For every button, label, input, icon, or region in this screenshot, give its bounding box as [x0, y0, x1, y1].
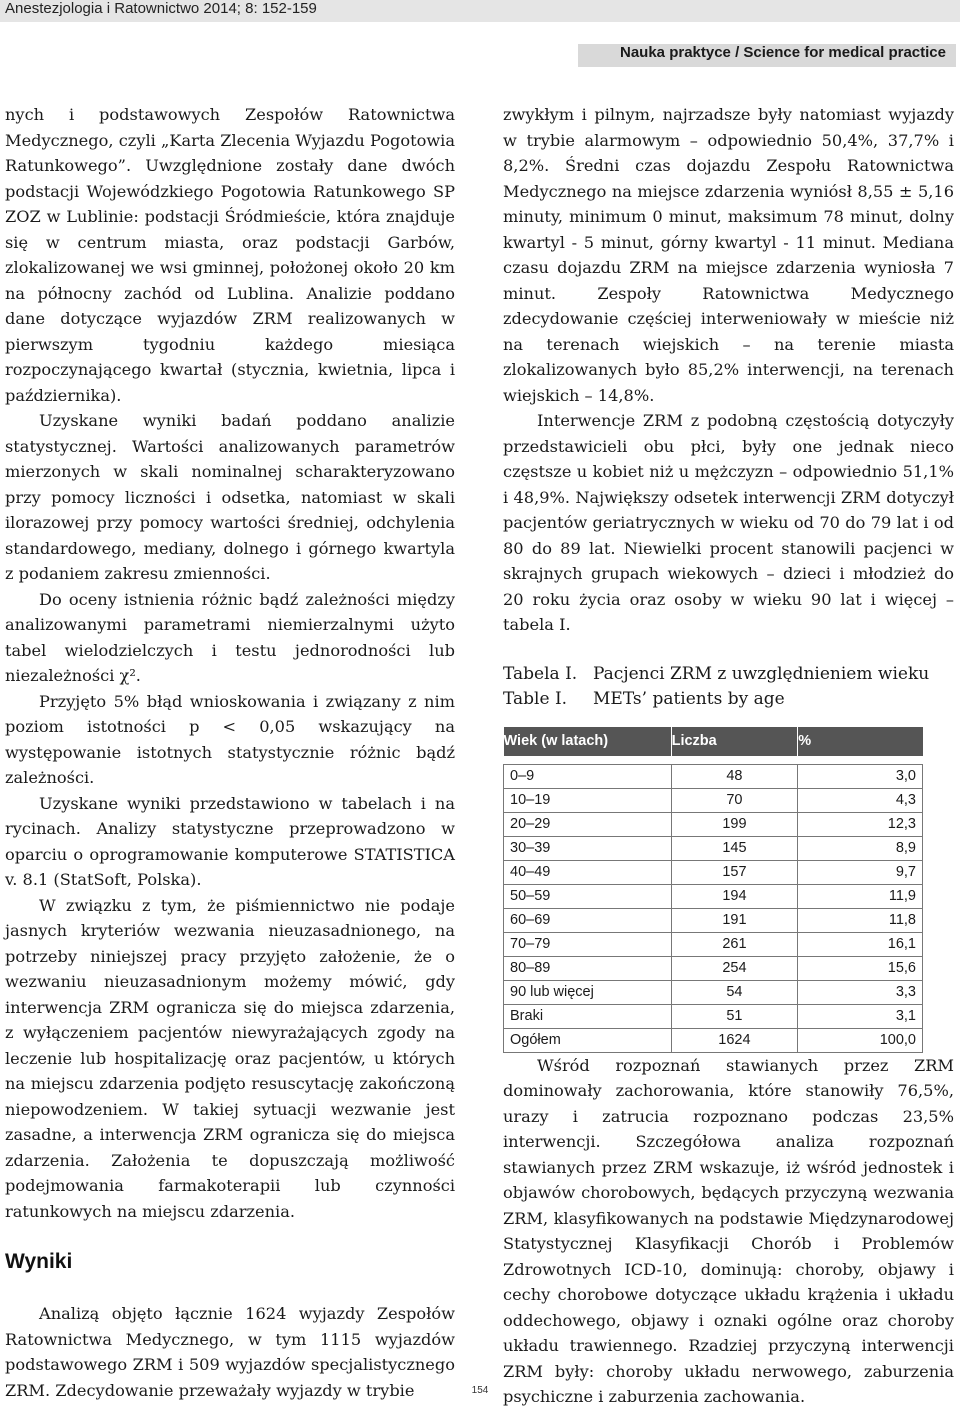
table-row: [504, 836, 923, 860]
table-row: [504, 980, 923, 1004]
cell-count: 70: [671, 788, 798, 812]
table-row: [504, 788, 923, 812]
table-row: [504, 932, 923, 956]
column-header-count: Liczba: [671, 727, 798, 756]
paragraph: W związku z tym, że piśmiennictwo nie podaje jasnych kryteriów wezwania nieuzasadnionego, na potrzeby niniejszej pracy przyjęto założenie, że o wezwaniu nieuzasadnionym możemy mówić, gdy interwencja ZRM ogranicza się do miejsca zdarzenia, z wyłączeniem pacjentów niewyrażających zgody na leczenie lub hospitalizację oraz pacjentów, u których na miejscu zdarzenia podjęto resuscytację zakończoną niepowodzeniem. W takiej sytuacji wezwanie jest zasadne, a interwencja ZRM ogranicza się do miejsca zdarzenia. Założenia te dopuszczają możliwość podejmowania farmakoterapii lub czynności ratunkowych na miejscu zdarzenia.: [5, 895, 455, 1221]
cell-count: 48: [671, 764, 798, 788]
cell-percent: 12,3: [798, 812, 923, 836]
right-column: [503, 102, 954, 1410]
paragraph: Uzyskane wyniki badań poddano analizie statystycznej. Wartości analizowanych parametrów mierzonych w skali nominalnej scharakteryzowano przy pomocy liczności i odsetka, natomiast w skali ilorazowej przy pomocy wartości średniej, odchylenia standardowego, mediany, dolnego i górnego kwartyla z podaniem zakresu zmienności.: [5, 411, 455, 583]
table-row: [504, 764, 923, 788]
cell-age-group: 50–59: [504, 884, 672, 908]
cell-percent: 15,6: [798, 956, 923, 980]
cell-count: 254: [671, 956, 798, 980]
table-caption: [503, 662, 954, 713]
cell-percent: 100,0: [798, 1028, 923, 1052]
cell-percent: 16,1: [798, 932, 923, 956]
table-row: [504, 956, 923, 980]
table-header-row: [504, 727, 923, 756]
table-row: [504, 884, 923, 908]
table-row: [504, 860, 923, 884]
table-row: [504, 812, 923, 836]
cell-age-group: 20–29: [504, 812, 672, 836]
paragraph: Przyjęto 5% błąd wnioskowania i związany z nim poziom istotności p < 0,05 wskazujący na występowanie istotnych statystycznie różnic bądź zależności.: [5, 691, 455, 787]
cell-age-group: 70–79: [504, 932, 672, 956]
cell-age-group: 10–19: [504, 788, 672, 812]
section-heading-results: Wyniki: [5, 1250, 73, 1273]
cell-percent: 3,0: [798, 764, 923, 788]
column-header-percent: %: [798, 727, 923, 756]
cell-count: 54: [671, 980, 798, 1004]
paragraph: Analizą objęto łącznie 1624 wyjazdy Zespołów Ratownictwa Medycznego, w tym 1115 wyjazdów podstawowego ZRM i 509 wyjazdów specjalistycznego ZRM. Zdecydowanie przeważały wyjazdy w trybie: [5, 1304, 455, 1400]
running-header: [0, 0, 960, 22]
cell-age-group: Braki: [504, 1004, 672, 1028]
cell-count: 1624: [671, 1028, 798, 1052]
table-caption-pl-label: Tabela I.: [503, 663, 578, 684]
cell-percent: 9,7: [798, 860, 923, 884]
paragraph: zwykłym i pilnym, najrzadsze były natomiast wyjazdy w trybie alarmowym – odpowiednio 50,4%, 37,7% i 8,2%. Średni czas dojazdu Zespołu Ratownictwa Medycznego na miejsce zdarzenia wyniósł 8,55 ± 5,16 minuty, minimum 0 minut, maksimum 78 minut, dolny kwartyl - 5 minut, górny kwartyl - 11 minut. Mediana czasu dojazdu ZRM na miejsce zdarzenia wyniosła 7 minut. Zespoły Ratownictwa Medycznego zdecydowanie częściej interweniowały w mieście niż na terenach wiejskich – na terenie miasta zlokalizowanych było 85,2% interwencji, na terenach wiejskich – 14,8%.: [503, 105, 954, 405]
cell-age-group: 0–9: [504, 764, 672, 788]
table-row: [504, 1004, 923, 1028]
cell-count: 199: [671, 812, 798, 836]
cell-age-group: 90 lub więcej: [504, 980, 672, 1004]
cell-percent: 8,9: [798, 836, 923, 860]
table-row: [504, 908, 923, 932]
table-caption-pl-text: Pacjenci ZRM z uwzględnieniem wieku: [593, 663, 930, 684]
cell-count: 194: [671, 884, 798, 908]
cell-age-group: Ogółem: [504, 1028, 672, 1052]
table-caption-en-label: Table I.: [503, 689, 568, 709]
cell-count: 145: [671, 836, 798, 860]
table-row: [504, 1028, 923, 1052]
cell-age-group: 30–39: [504, 836, 672, 860]
table-caption-en-text: METs’ patients by age: [593, 689, 785, 709]
cell-count: 51: [671, 1004, 798, 1028]
cell-percent: 4,3: [798, 788, 923, 812]
cell-age-group: 80–89: [504, 956, 672, 980]
paragraph: Do oceny istnienia różnic bądź zależności między analizowanymi parametrami niemierzalnymi użyto tabel wielodzielczych i testu jednorodności lub niezależności χ².: [5, 589, 455, 685]
paragraph: Uzyskane wyniki przedstawiono w tabelach i na rycinach. Analizy statystyczne przeprowadzono w oparciu o oprogramowanie komputerowe STATISTICA v. 8.1 (StatSoft, Polska).: [5, 793, 455, 889]
paragraph: nych i podstawowych Zespołów Ratownictwa Medycznego, czyli „Karta Zlecenia Wyjazdu Pogotowia Ratunkowego”. Uwzględnione zostały dane dwóch podstacji Wojewódzkiego Pogotowia Ratunkowego SP ZOZ w Lublinie: podstacji Śródmieście, która znajduje się w centrum miasta, oraz podstacji Garbów, zlokalizowanej we wsi gminnej, położonej około 20 km na północny zachód od Lublina. Analizie poddano dane dotyczące wyjazdów ZRM realizowanych w pierwszym tygodniu każdego miesiąca rozpoczynającego kwartał (stycznia, kwietnia, lipca i października).: [5, 105, 455, 405]
cell-percent: 3,1: [798, 1004, 923, 1028]
page-number: 154: [471, 1385, 489, 1396]
cell-percent: 3,3: [798, 980, 923, 1004]
cell-percent: 11,8: [798, 908, 923, 932]
cell-count: 261: [671, 932, 798, 956]
cell-age-group: 60–69: [504, 908, 672, 932]
cell-age-group: 40–49: [504, 860, 672, 884]
paragraph: Wśród rozpoznań stawianych przez ZRM dominowały zachorowania, które stanowiły 76,5%, urazy i zatrucia rozpoznano podczas 23,5% interwencji. Szczegółowa analiza rozpoznań stawianych przez ZRM wskazuje, iż wśród jednostek i objawów chorobowych, będących przyczyną wezwania ZRM, klasyfikowanych na podstawie Międzynarodowej Statystycznej Klasyfikacji Chorób i Problemów Zdrowotnych ICD-10, dominują: choroby, objawy i cechy chorobowe dotyczące układu krążenia i układu oddechowego, objawy i oznaki ogólne oraz choroby układu trawiennego. Rzadziej przyczyną interwencji ZRM były: choroby układu nerwowego, zaburzenia psychiczne i zaburzenia zachowania.: [503, 1055, 954, 1406]
cell-percent: 11,9: [798, 884, 923, 908]
paragraph: Interwencje ZRM z podobną częstością dotyczyły przedstawicieli obu płci, były one jednak nieco częstsze u kobiet niż u mężczyzn – odpowiednio 51,1% i 48,9%. Największy odsetek interwencji ZRM dotyczył pacjentów geriatrycznych w wieku od 70 do 79 lat i od 80 do 89 lat. Niewielki procent stanowili pacjenci w skrajnych grupach wiekowych – dzieci i młodzież do 20 roku życia oraz osoby w wieku 90 lat i więcej – tabela I.: [503, 411, 954, 634]
cell-count: 157: [671, 860, 798, 884]
section-title: Nauka praktyce / Science for medical practice: [620, 44, 946, 61]
left-column: [5, 102, 455, 1403]
column-header-age: Wiek (w latach): [504, 727, 672, 756]
journal-citation: Anestezjologia i Ratownictwo 2014; 8: 152-159: [5, 0, 317, 17]
section-banner: [578, 44, 956, 67]
cell-count: 191: [671, 908, 798, 932]
age-table: [503, 727, 923, 1053]
table-body: [504, 756, 923, 1053]
